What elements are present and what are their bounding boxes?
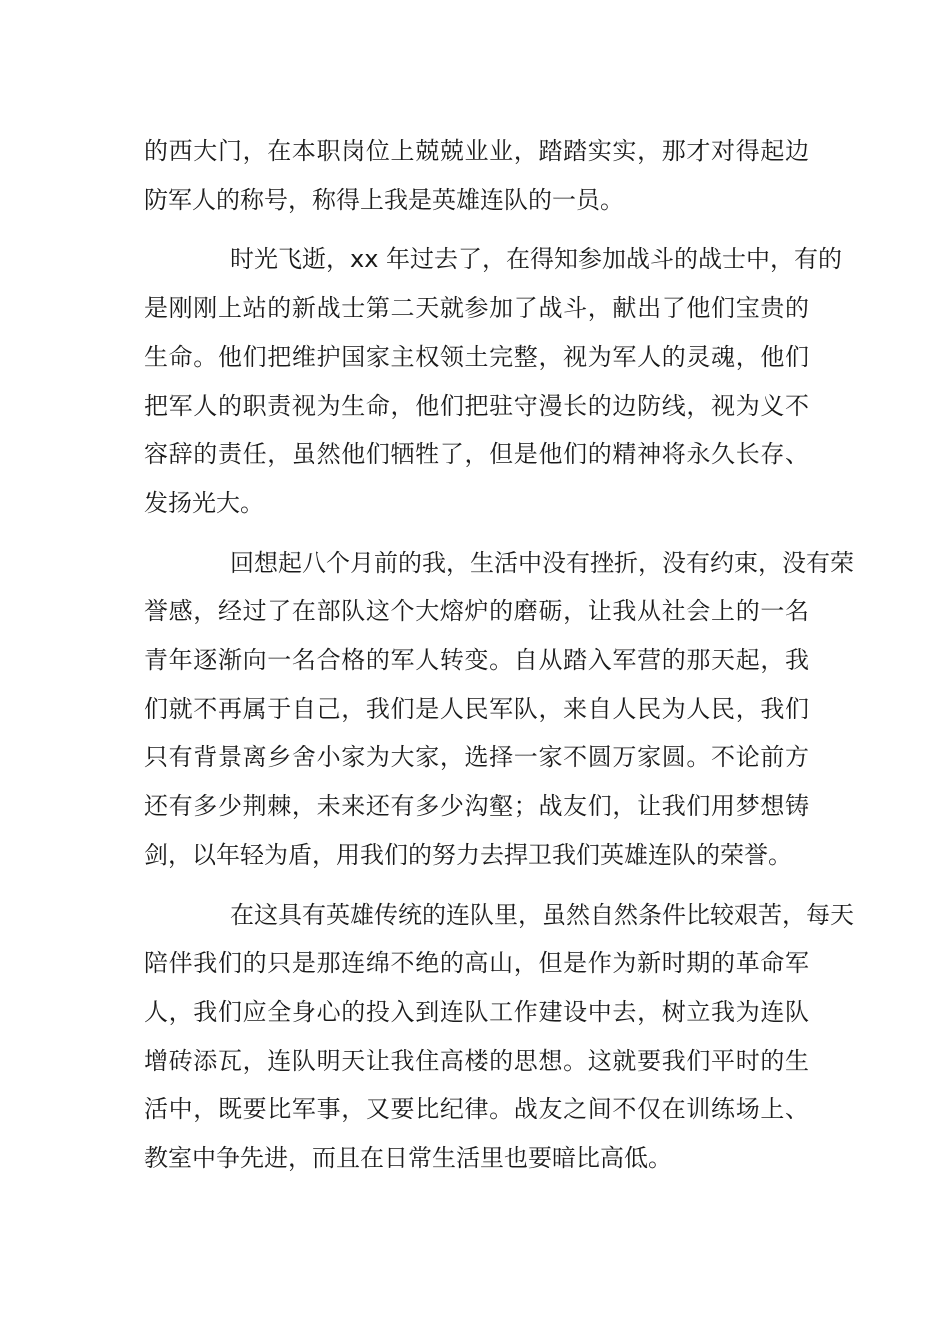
paragraph-3 [144,539,854,880]
paragraph-3-line-4: 们就不再属于自己，我们是人民军队，来自人民为人民，我们 [144,694,809,723]
paragraph-1 [144,127,809,224]
paragraph-3-line-6: 还有多少荆棘，未来还有多少沟壑；战友们，让我们用梦想铸 [144,792,809,821]
paragraph-1-line-2: 防军人的称号，称得上我是英雄连队的一员。 [144,185,624,214]
paragraph-4-line-1: 在这具有英雄传统的连队里，虽然自然条件比较艰苦，每天 [230,900,854,929]
paragraph-2-line-6: 发扬光大。 [144,488,264,517]
paragraph-2-line-2: 是刚刚上站的新战士第二天就参加了战斗，献出了他们宝贵的 [144,294,809,323]
paragraph-4 [144,891,854,1183]
paragraph-3-line-5: 只有背景离乡舍小家为大家，选择一家不圆万家圆。不论前方 [144,743,809,772]
paragraph-4-line-2: 陪伴我们的只是那连绵不绝的高山，但是作为新时期的革命军 [144,949,809,978]
paragraph-2-line-5: 容辞的责任，虽然他们牺牲了，但是他们的精神将永久长存、 [144,440,809,469]
paragraph-4-line-3: 人，我们应全身心的投入到连队工作建设中去，树立我为连队 [144,997,809,1026]
paragraph-2-line-1: 时光飞逝，xx 年过去了，在得知参加战斗的战士中，有的 [230,245,843,274]
paragraph-3-line-7: 剑，以年轻为盾，用我们的努力去捍卫我们英雄连队的荣誉。 [144,840,792,869]
paragraph-2-line-3: 生命。他们把维护国家主权领土完整，视为军人的灵魂，他们 [144,342,809,371]
paragraph-3-line-2: 誉感，经过了在部队这个大熔炉的磨砺，让我从社会上的一名 [144,597,809,626]
document-body [144,127,854,1183]
paragraph-1-line-1: 的西大门，在本职岗位上兢兢业业，踏踏实实，那才对得起边 [144,137,809,165]
paragraph-4-line-6: 教室中争先进，而且在日常生活里也要暗比高低。 [144,1144,672,1173]
paragraph-2 [144,235,843,527]
paragraph-3-line-3: 青年逐渐向一名合格的军人转变。自从踏入军营的那天起，我 [144,646,809,675]
paragraph-2-line-4: 把军人的职责视为生命，他们把驻守漫长的边防线，视为义不 [144,391,809,420]
paragraph-4-line-5: 活中，既要比军事，又要比纪律。战友之间不仅在训练场上、 [144,1095,809,1124]
paragraph-4-line-4: 增砖添瓦，连队明天让我住高楼的思想。这就要我们平时的生 [144,1046,809,1075]
paragraph-3-line-1: 回想起八个月前的我，生活中没有挫折，没有约束，没有荣 [230,548,854,577]
